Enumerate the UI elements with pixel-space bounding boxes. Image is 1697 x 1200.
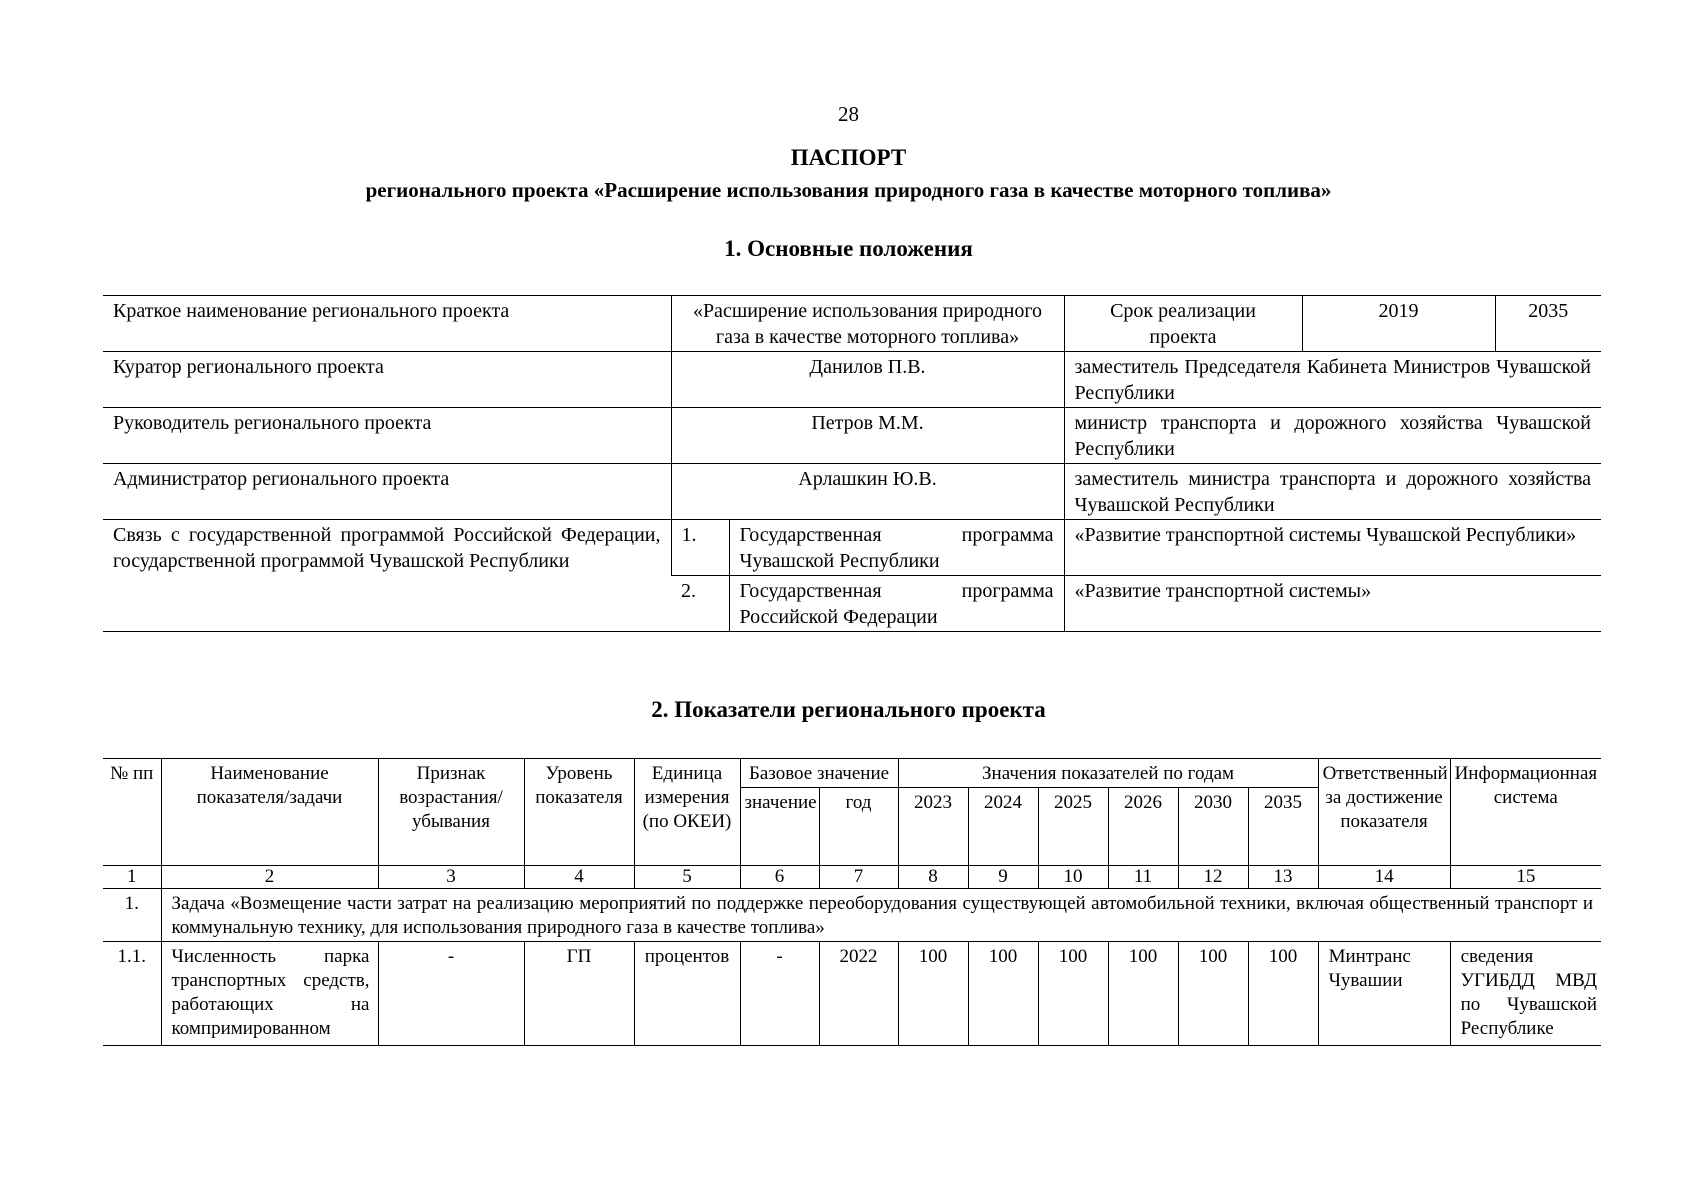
- column-number: 11: [1108, 866, 1178, 889]
- page-number: 28: [838, 102, 859, 126]
- indicator-unit: процентов: [634, 942, 740, 1046]
- admin-name: Арлашкин Ю.В.: [671, 464, 1064, 520]
- column-number: 1: [103, 866, 161, 889]
- indicator-level: ГП: [524, 942, 634, 1046]
- column-number: 2: [161, 866, 378, 889]
- col-name-header: Наименование показателя/задачи: [161, 759, 378, 866]
- col-year-header: 2030: [1178, 788, 1248, 866]
- col-base-header: Базовое значение: [740, 759, 898, 788]
- indicator-name: Численность парка транспортных средств, работающих на компримированном: [161, 942, 378, 1046]
- column-number: 10: [1038, 866, 1108, 889]
- basic-provisions-table: [103, 295, 1601, 632]
- table-row: [103, 464, 1601, 520]
- column-number: 13: [1248, 866, 1318, 889]
- indicator-value: 100: [1038, 942, 1108, 1046]
- col-level-header: Уровень показателя: [524, 759, 634, 866]
- col-year-header: 2023: [898, 788, 968, 866]
- indicators-table: [103, 758, 1601, 1046]
- section2-heading: 2. Показатели регионального проекта: [651, 697, 1046, 722]
- indicator-value: 100: [1108, 942, 1178, 1046]
- indicator-value: 100: [1248, 942, 1318, 1046]
- column-number: 4: [524, 866, 634, 889]
- indicator-value: 100: [1178, 942, 1248, 1046]
- column-number: 6: [740, 866, 819, 889]
- table-row: [103, 408, 1601, 464]
- term-label: Срок реализации проекта: [1064, 296, 1302, 352]
- col-year-header: 2035: [1248, 788, 1318, 866]
- col-num-header: № пп: [103, 759, 161, 866]
- column-number: 12: [1178, 866, 1248, 889]
- indicator-value: 100: [898, 942, 968, 1046]
- indicator-value: 100: [968, 942, 1038, 1046]
- col-responsible-header: Ответственный за достижение показателя: [1318, 759, 1450, 866]
- col-base-year-header: год: [819, 788, 898, 866]
- indicator-base-value: -: [740, 942, 819, 1046]
- task-row: [103, 889, 1601, 942]
- column-number: 9: [968, 866, 1038, 889]
- column-number: 7: [819, 866, 898, 889]
- document-subtitle: регионального проекта «Расширение использования природного газа в качестве моторного топлива»: [365, 178, 1332, 202]
- indicator-base-year: 2022: [819, 942, 898, 1046]
- program-type: Государственная программа Российской Федерации: [729, 576, 1064, 632]
- col-info-system-header: Информационная система: [1450, 759, 1601, 866]
- head-name: Петров М.М.: [671, 408, 1064, 464]
- col-year-header: 2026: [1108, 788, 1178, 866]
- col-year-header: 2025: [1038, 788, 1108, 866]
- indicator-info-system: сведения УГИБДД МВД по Чувашской Республике: [1450, 942, 1601, 1046]
- indicator-num: 1.1.: [103, 942, 161, 1046]
- term-end: 2035: [1495, 296, 1601, 352]
- short-name-value: «Расширение использования природного газа в качестве моторного топлива»: [671, 296, 1064, 352]
- head-position: министр транспорта и дорожного хозяйства Чувашской Республики: [1064, 408, 1601, 464]
- indicator-trend: -: [378, 942, 524, 1046]
- curator-position: заместитель Председателя Кабинета Министров Чувашской Республики: [1064, 352, 1601, 408]
- admin-label: Администратор регионального проекта: [103, 464, 671, 520]
- head-label: Руководитель регионального проекта: [103, 408, 671, 464]
- program-num: 1.: [671, 520, 729, 576]
- document-title: ПАСПОРТ: [790, 145, 907, 170]
- program-type: Государственная программа Чувашской Республики: [729, 520, 1064, 576]
- program-link-label: Связь с государственной программой Российской Федерации, государственной программой Чувашской Республики: [103, 520, 671, 632]
- table-row: [103, 520, 1601, 576]
- column-number: 3: [378, 866, 524, 889]
- admin-position: заместитель министра транспорта и дорожного хозяйства Чувашской Республики: [1064, 464, 1601, 520]
- column-numbers-row: [103, 866, 1601, 889]
- program-num: 2.: [671, 576, 729, 632]
- table-row: [103, 296, 1601, 352]
- indicator-responsible: Минтранс Чувашии: [1318, 942, 1450, 1046]
- header-row: [103, 759, 1601, 788]
- program-name: «Развитие транспортной системы»: [1064, 576, 1601, 632]
- indicator-row: [103, 942, 1601, 1046]
- curator-name: Данилов П.В.: [671, 352, 1064, 408]
- program-name: «Развитие транспортной системы Чувашской Республики»: [1064, 520, 1601, 576]
- section1-heading: 1. Основные положения: [724, 236, 973, 261]
- table-row: [103, 352, 1601, 408]
- column-number: 14: [1318, 866, 1450, 889]
- col-unit-header: Единица измерения (по ОКЕИ): [634, 759, 740, 866]
- curator-label: Куратор регионального проекта: [103, 352, 671, 408]
- task-num: 1.: [103, 889, 161, 942]
- col-trend-header: Признак возрастания/убывания: [378, 759, 524, 866]
- short-name-label: Краткое наименование регионального проекта: [103, 296, 671, 352]
- column-number: 5: [634, 866, 740, 889]
- column-number: 15: [1450, 866, 1601, 889]
- col-year-header: 2024: [968, 788, 1038, 866]
- task-text: Задача «Возмещение части затрат на реализацию мероприятий по поддержке переоборудования существующей автомобильной техники, включая общественный транспорт и коммунальную технику, для использования природного газа в качестве топлива»: [161, 889, 1601, 942]
- col-base-value-header: значение: [740, 788, 819, 866]
- term-start: 2019: [1302, 296, 1495, 352]
- col-values-header: Значения показателей по годам: [898, 759, 1318, 788]
- column-number: 8: [898, 866, 968, 889]
